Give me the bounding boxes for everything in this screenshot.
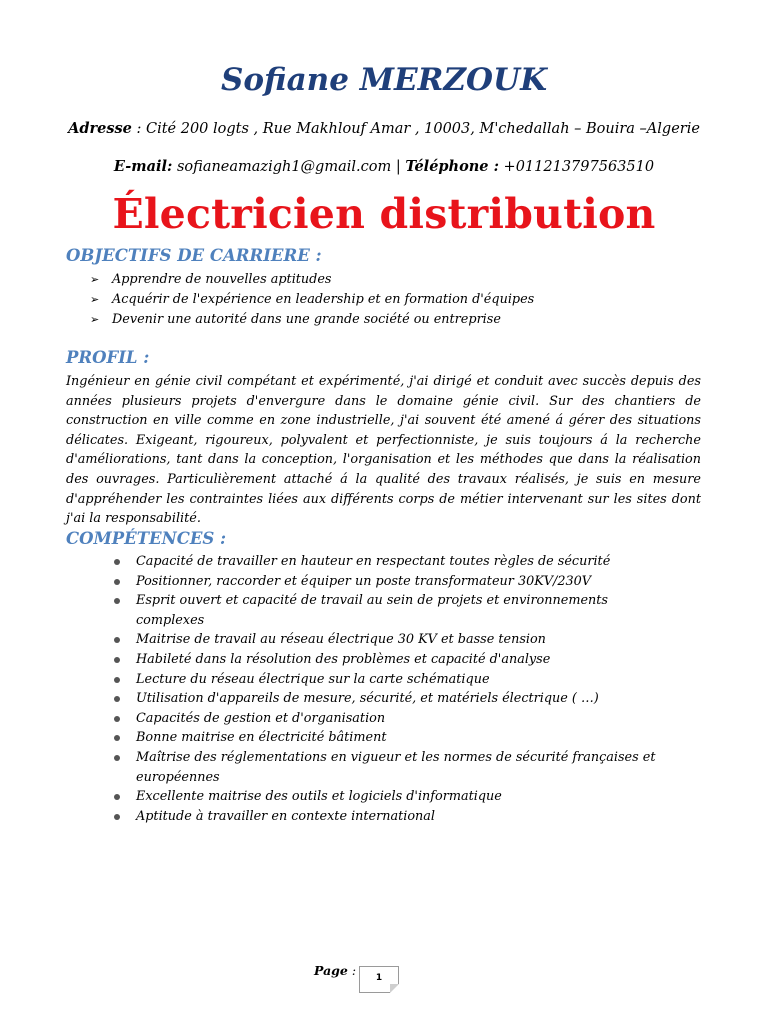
page-number: 1 xyxy=(375,973,383,983)
list-item xyxy=(112,748,672,787)
list-item xyxy=(112,591,672,630)
address-line xyxy=(0,120,768,137)
list-item-text: Apprendre de nouvelles aptitudes xyxy=(112,272,332,287)
list-item xyxy=(112,787,672,807)
list-item xyxy=(112,689,672,709)
arrow-bullet-icon: ➢ xyxy=(90,293,100,306)
page-label-colon: : xyxy=(347,963,357,978)
bullet-dot-icon xyxy=(114,657,120,663)
bullet-dot-icon xyxy=(114,696,120,702)
bullet-dot-icon xyxy=(114,716,120,722)
list-item-text: Positionner, raccorder et équiper un poste transformateur 30KV/230V xyxy=(136,573,592,589)
list-item-text: Capacités de gestion et d'organisation xyxy=(136,710,386,726)
page-number-box xyxy=(359,966,399,993)
address-label: Adresse xyxy=(68,120,132,137)
bullet-dot-icon xyxy=(114,735,120,741)
list-item xyxy=(112,552,672,572)
list-item-text: Maîtrise des réglementations en vigueur et les normes de sécurité françaises et européennes xyxy=(136,749,656,785)
job-title: Électricien distribution xyxy=(112,190,656,238)
list-item-text: Aptitude à travailler en contexte international xyxy=(136,808,436,824)
bullet-dot-icon xyxy=(114,814,120,820)
list-item-text: Excellente maitrise des outils et logiciels d'informatique xyxy=(136,789,502,805)
bullet-dot-icon xyxy=(114,794,120,800)
list-item-text: Acquérir de l'expérience en leadership et en formation d'équipes xyxy=(112,292,535,307)
list-item xyxy=(112,630,672,650)
list-item-text: Devenir une autorité dans une grande société ou entreprise xyxy=(112,312,501,327)
profil-text: Ingénieur en génie civil compétant et expérimenté, j'ai dirigé et conduit avec succès depuis des années plusieurs projets d'envergure dans le domaine génie civil. Sur des chantiers de construction en ville comme en zone industrielle, j'ai souvent été amené á gérer des situations délicates. Exigeant, rigoureux, polyvalent et perfectionniste, je suis toujours á la recherche d'améliorations, tant dans la conception, l'organisation et les méthodes que dans la réalisation des ouvrages. Particulièrement attaché á la qualité des travaux réalisés, je suis en mesure d'appréhender les contraintes liées aux différents corps de métier intervenant sur les sites dont j'ai la responsabilité. xyxy=(66,374,701,527)
profil-heading: PROFIL : xyxy=(66,348,150,367)
list-item xyxy=(112,670,672,690)
list-item-text: Bonne maitrise en électricité bâtiment xyxy=(136,730,387,746)
arrow-bullet-icon: ➢ xyxy=(90,273,100,286)
objectifs-heading: OBJECTIFS DE CARRIERE : xyxy=(66,246,322,265)
list-item xyxy=(112,650,672,670)
email-label: E-mail: xyxy=(113,158,173,175)
page-label-text: Page xyxy=(314,963,348,978)
list-item xyxy=(112,709,672,729)
address-separator: : xyxy=(131,121,146,137)
address-value: Cité 200 logts , Rue Makhlouf Amar , 10003, M'chedallah – Bouira –Algerie xyxy=(145,121,700,137)
list-item-text: Lecture du réseau électrique sur la carte schématique xyxy=(136,671,490,687)
bullet-dot-icon xyxy=(114,637,120,643)
bullet-dot-icon xyxy=(114,559,120,565)
list-item-text: Maitrise de travail au réseau électrique 30 KV et basse tension xyxy=(136,632,546,648)
list-item xyxy=(90,290,534,310)
competences-list xyxy=(112,552,672,826)
phone-value: +011213797563510 xyxy=(498,159,655,175)
list-item xyxy=(112,728,672,748)
objectifs-list xyxy=(90,270,534,330)
phone-label: Téléphone : xyxy=(405,158,499,175)
list-item xyxy=(112,572,672,592)
page-label xyxy=(314,963,356,978)
bullet-dot-icon xyxy=(114,598,120,604)
page-fold-icon xyxy=(390,984,399,993)
list-item xyxy=(90,310,534,330)
list-item-text: Habileté dans la résolution des problèmes et capacité d'analyse xyxy=(136,651,551,667)
list-item xyxy=(112,807,672,827)
candidate-name: Sofiane MERZOUK xyxy=(220,62,548,98)
contact-line xyxy=(0,158,768,175)
list-item-text: Utilisation d'appareils de mesure, sécurité, et matériels électrique ( …) xyxy=(136,691,599,707)
bullet-dot-icon xyxy=(114,677,120,683)
list-item xyxy=(90,270,534,290)
arrow-bullet-icon: ➢ xyxy=(90,313,100,326)
bullet-dot-icon xyxy=(114,755,120,761)
competences-heading: COMPÉTENCES : xyxy=(66,529,227,548)
list-item-text: Capacité de travailler en hauteur en respectant toutes règles de sécurité xyxy=(136,554,611,569)
bullet-dot-icon xyxy=(114,579,120,585)
list-item-text: Esprit ouvert et capacité de travail au sein de projets et environnements complexes xyxy=(136,593,608,628)
email-value[interactable]: sofianeamazigh1@gmail.com | xyxy=(172,159,406,175)
